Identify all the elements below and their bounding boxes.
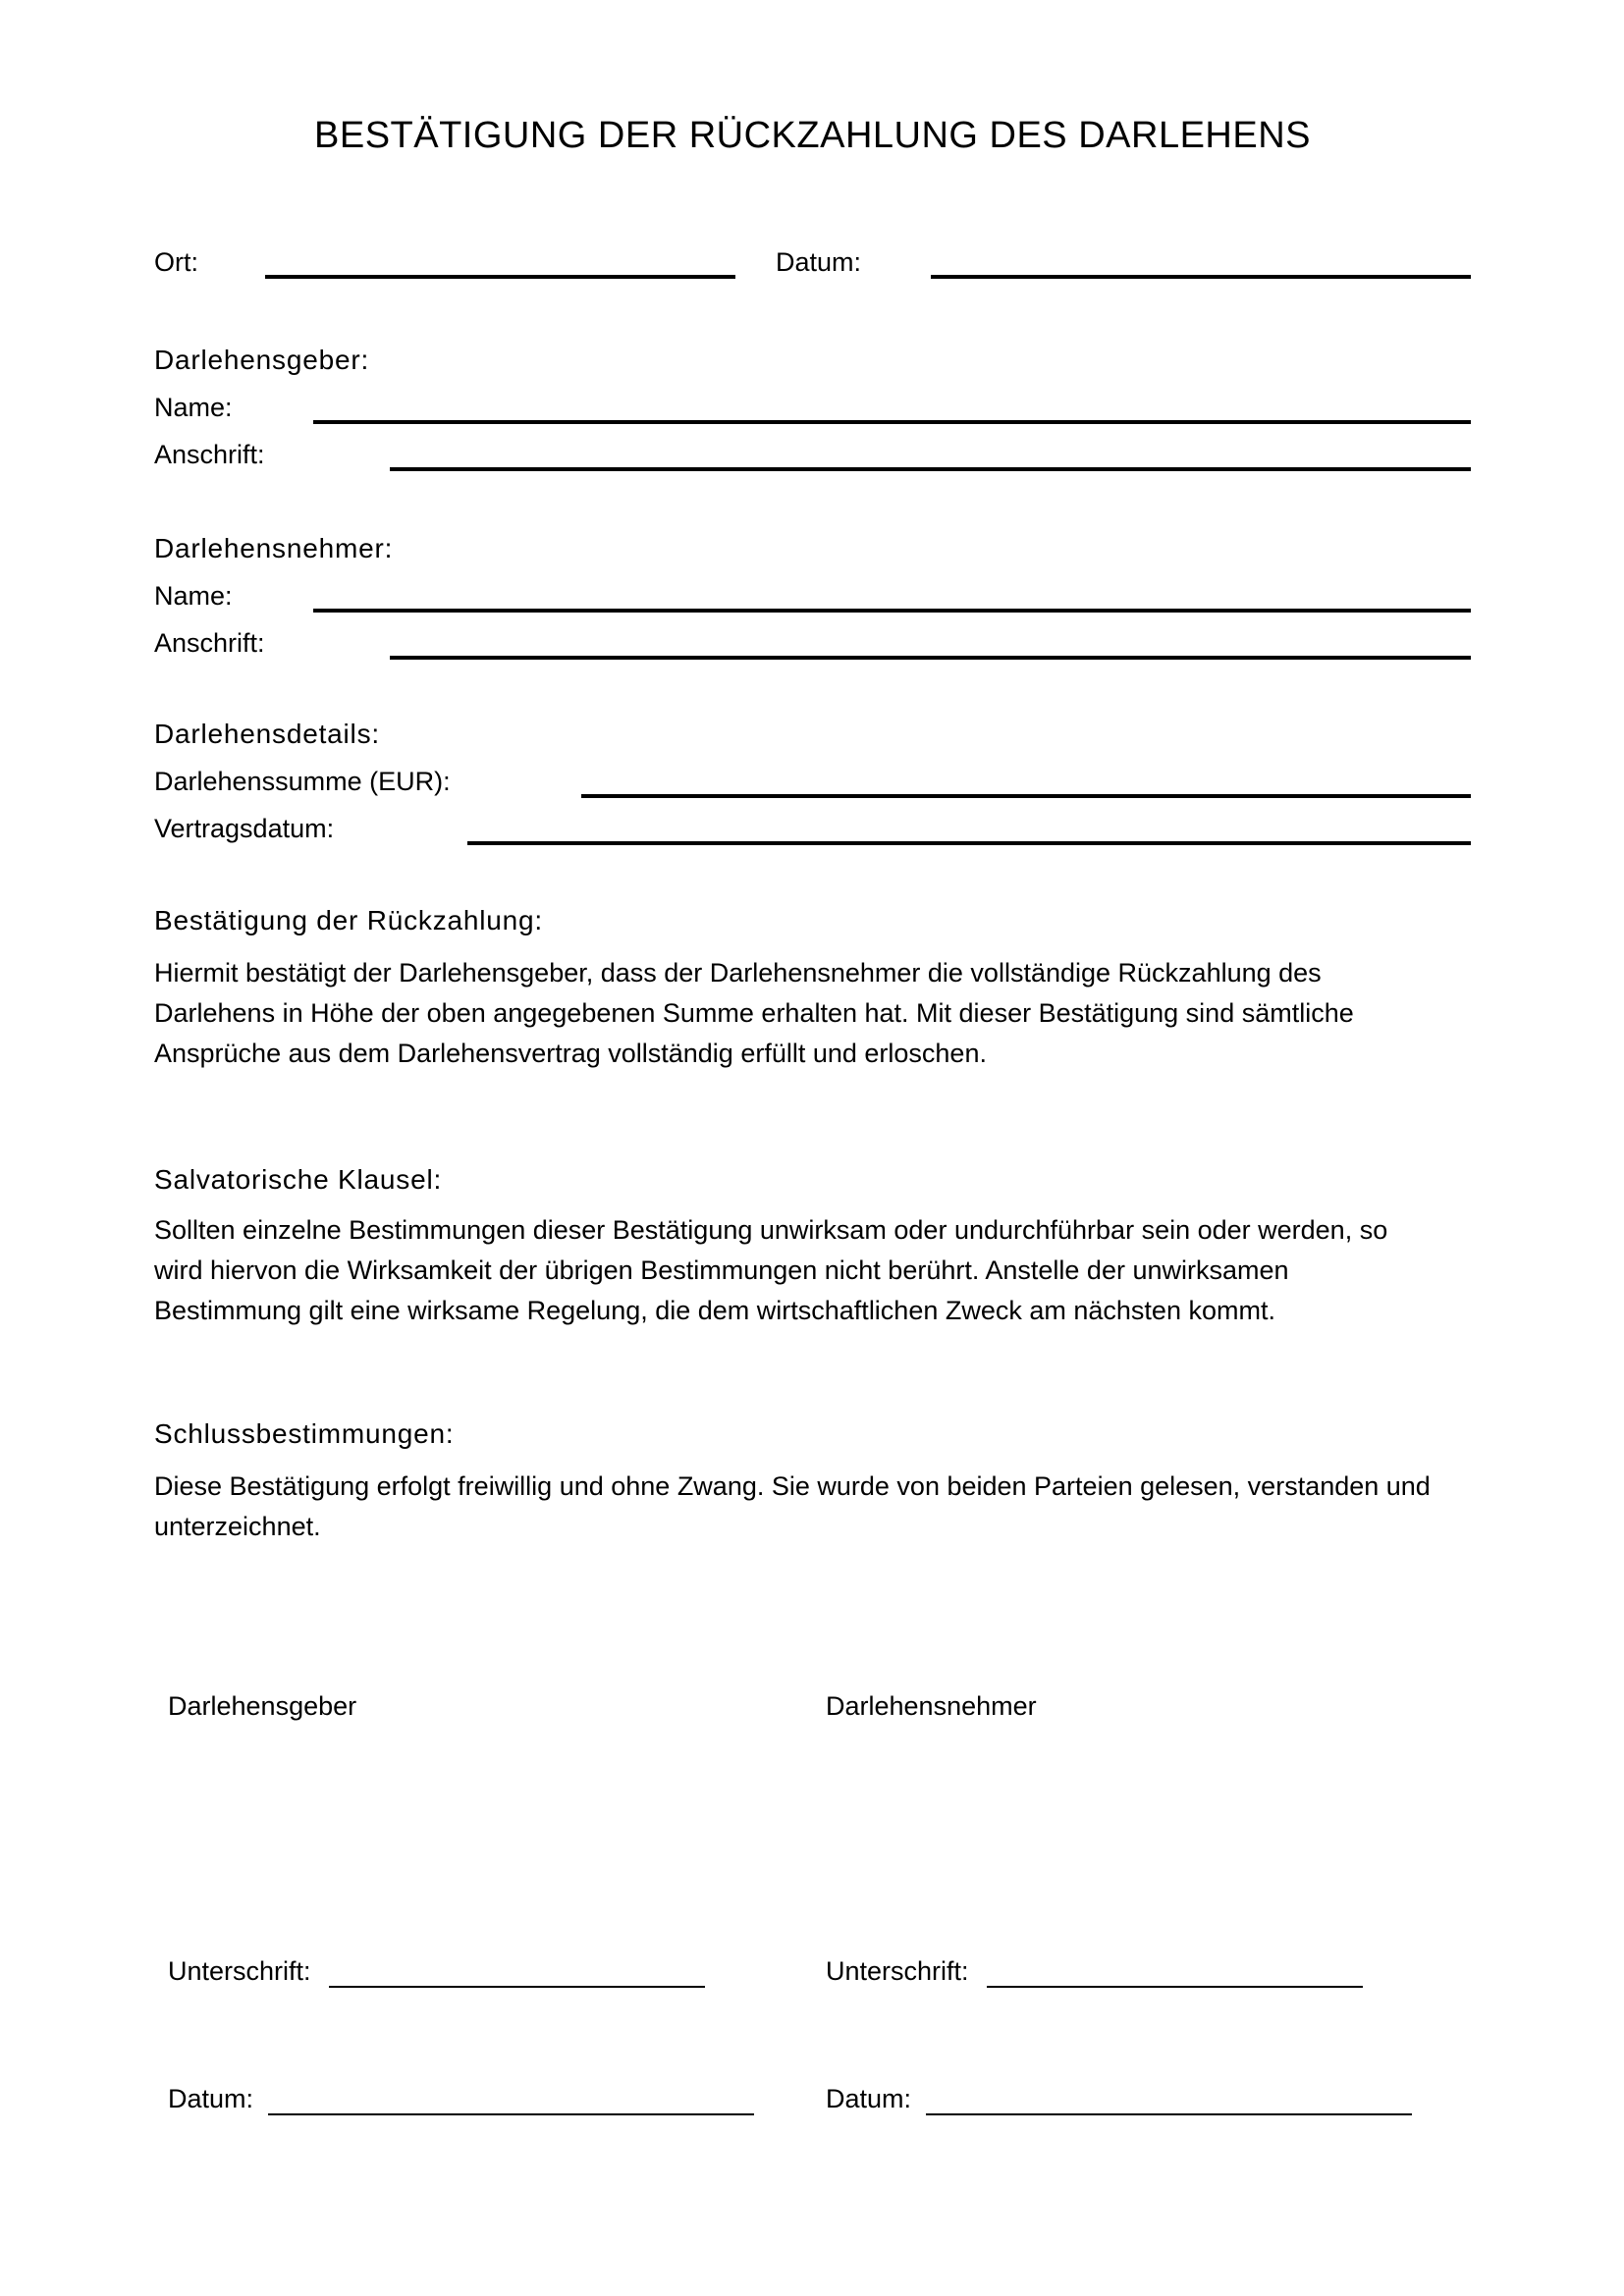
- borrower-name-label: Name:: [154, 581, 233, 611]
- paragraph-line: Darlehens in Höhe der oben angegebenen Summe erhalten hat. Mit dieser Bestätigung sind sämtliche: [154, 998, 1354, 1028]
- lender-signature-row: [168, 1954, 777, 1988]
- lender-section: [154, 344, 1471, 471]
- loan-details-heading: Darlehensdetails:: [154, 719, 380, 749]
- severability-paragraph: [154, 1210, 1471, 1331]
- lender-date-label: Datum:: [168, 2084, 254, 2113]
- borrower-heading: Darlehensnehmer:: [154, 533, 394, 563]
- paragraph-line: Diese Bestätigung erfolgt freiwillig und ohne Zwang. Sie wurde von beiden Parteien gelesen, verstanden und: [154, 1471, 1431, 1501]
- loan-details-section: [154, 718, 1471, 845]
- lender-address-label: Anschrift:: [154, 440, 265, 469]
- lender-name-label: Name:: [154, 393, 233, 422]
- lender-name-field[interactable]: [313, 391, 1471, 424]
- severability-section: [154, 1163, 1471, 1331]
- borrower-signature-field[interactable]: [987, 1954, 1363, 1988]
- paragraph-line: Ansprüche aus dem Darlehensvertrag vollständig erfüllt und erloschen.: [154, 1039, 987, 1068]
- borrower-signature-row: [826, 1954, 1435, 1988]
- borrower-address-field[interactable]: [390, 626, 1471, 660]
- confirmation-section: [154, 904, 1471, 1074]
- lender-signature-label: Unterschrift:: [168, 1956, 311, 1986]
- borrower-address-row: [154, 626, 1471, 660]
- loan-amount-row: [154, 765, 1471, 798]
- paragraph-line: Hiermit bestätigt der Darlehensgeber, dass der Darlehensnehmer die vollständige Rückzahlung des: [154, 958, 1322, 988]
- paragraph-line: wird hiervon die Wirksamkeit der übrigen Bestimmungen nicht berührt. Anstelle der unwirksamen: [154, 1255, 1289, 1285]
- borrower-name-row: [154, 579, 1471, 613]
- confirmation-heading: Bestätigung der Rückzahlung:: [154, 905, 543, 935]
- lender-signature-field[interactable]: [329, 1954, 705, 1988]
- borrower-signature-column: [826, 1689, 1435, 2115]
- borrower-signature-title: Darlehensnehmer: [826, 1691, 1037, 1721]
- lender-heading: Darlehensgeber:: [154, 345, 370, 375]
- borrower-section: [154, 532, 1471, 660]
- paragraph-line: Sollten einzelne Bestimmungen dieser Bestätigung unwirksam oder undurchführbar sein oder werden, so: [154, 1215, 1388, 1245]
- loan-amount-label: Darlehenssumme (EUR):: [154, 767, 451, 796]
- borrower-signature-label: Unterschrift:: [826, 1956, 969, 1986]
- loan-amount-field[interactable]: [581, 765, 1471, 798]
- ort-field[interactable]: [265, 245, 735, 279]
- meta-row: [154, 245, 1471, 279]
- lender-signature-column: [168, 1689, 777, 2115]
- lender-signature-date-field[interactable]: [268, 2082, 754, 2115]
- contract-date-row: [154, 812, 1471, 845]
- contract-date-field[interactable]: [467, 812, 1471, 845]
- closing-heading: Schlussbestimmungen:: [154, 1418, 455, 1449]
- paragraph-line: Bestimmung gilt eine wirksame Regelung, die dem wirtschaftlichen Zweck am nächsten kommt.: [154, 1296, 1275, 1325]
- borrower-date-row: [826, 2082, 1435, 2115]
- lender-signature-title: Darlehensgeber: [168, 1691, 357, 1721]
- borrower-signature-date-field[interactable]: [926, 2082, 1412, 2115]
- closing-section: [154, 1417, 1471, 1547]
- lender-address-row: [154, 438, 1471, 471]
- lender-address-field[interactable]: [390, 438, 1471, 471]
- paragraph-line: unterzeichnet.: [154, 1512, 321, 1541]
- borrower-date-label: Datum:: [826, 2084, 912, 2113]
- lender-date-row: [168, 2082, 777, 2115]
- datum-field[interactable]: [931, 245, 1471, 279]
- signature-area: [168, 1689, 1471, 2115]
- severability-heading: Salvatorische Klausel:: [154, 1164, 443, 1195]
- document-title: BESTÄTIGUNG DER RÜCKZAHLUNG DES DARLEHENS: [314, 115, 1311, 156]
- borrower-address-label: Anschrift:: [154, 628, 265, 658]
- datum-label: Datum:: [776, 247, 862, 277]
- borrower-name-field[interactable]: [313, 579, 1471, 613]
- ort-label: Ort:: [154, 247, 198, 277]
- confirmation-paragraph: [154, 953, 1471, 1074]
- closing-paragraph: [154, 1467, 1471, 1547]
- lender-name-row: [154, 391, 1471, 424]
- contract-date-label: Vertragsdatum:: [154, 814, 335, 843]
